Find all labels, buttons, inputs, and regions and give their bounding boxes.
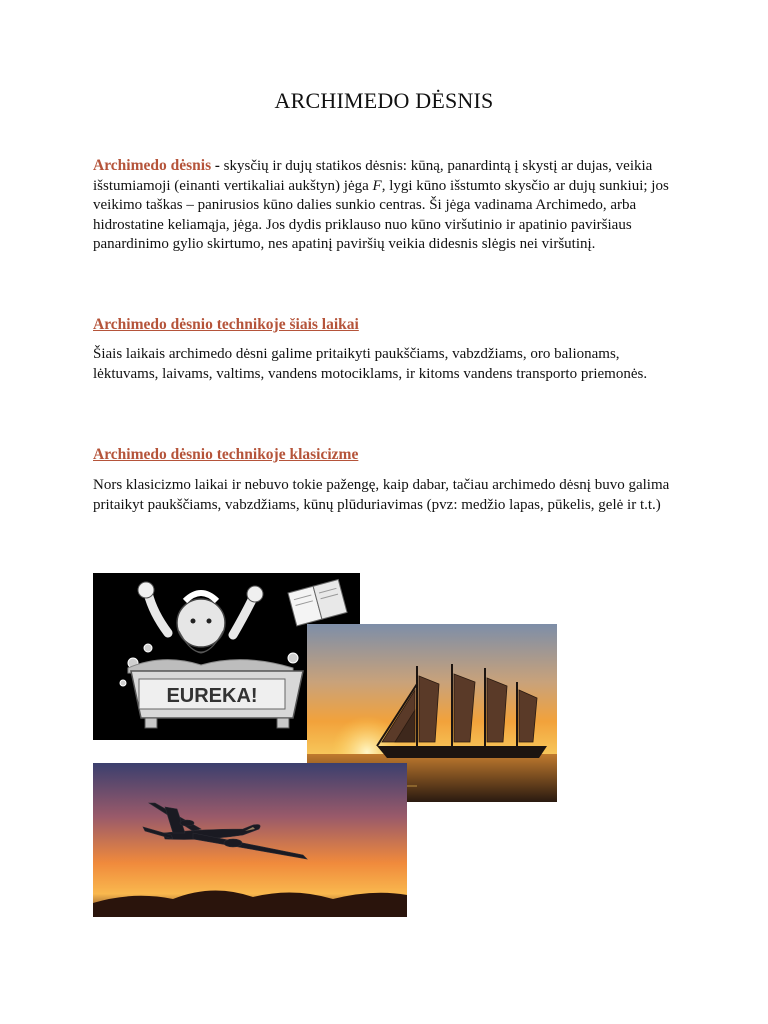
force-symbol: F xyxy=(372,177,382,194)
intro-text-start: skysčių ir dujų statikos dėsnis: kūną, panardintą į skystį ar dujas, veikia išstumiamoji (einanti vertikaliai aukštyn) jėga xyxy=(93,158,653,194)
section-text-classicism: Nors klasicizmo laikai ir nebuvo tokie pažengę, kaip dabar, tačiau archimedo dėsnį buvo galima pritaikyt paukščiams, vabzdžiams, kūnų plūduriavimas (pvz: medžio lapas, pūkelis, gelė ir t.t.) xyxy=(93,477,670,513)
intro-dash: - xyxy=(211,158,220,174)
eureka-sign-text: EUREKA! xyxy=(166,685,258,707)
section-text-modern: Šiais laikais archimedo dėsni galime pritaikyti paukščiams, vabzdžiams, oro balionams, lėktuvams, laivams, valtims, vandens motociklams, ir kitoms vandens transporto priemonės. xyxy=(93,346,648,382)
airplane-photo xyxy=(93,763,407,917)
intro-text-end: , lygi kūno išstumto skysčio ar dujų sunkiui; jos veikimo taškas – panirusios kūno dalies sunkio centras. Ši jėga vadinama Archimedo, arba hidrostatine keliamąja, jėga. Jos dydis priklauso nuo kūno viršutinio ir apatinio paviršiaus panardinimo gylio skirtumo, nes apatinį paviršių veikia didesnis slėgis nei viršutinį. xyxy=(93,177,669,252)
page-title: ARCHIMEDO DĖSNIS xyxy=(274,88,494,113)
section-heading-classicism: Archimedo dėsnio technikoje klasicizme xyxy=(93,446,359,463)
intro-paragraph xyxy=(93,156,683,255)
section-heading-modern: Archimedo dėsnio technikoje šiais laikai xyxy=(93,316,359,333)
intro-term: Archimedo dėsnis xyxy=(93,157,212,174)
